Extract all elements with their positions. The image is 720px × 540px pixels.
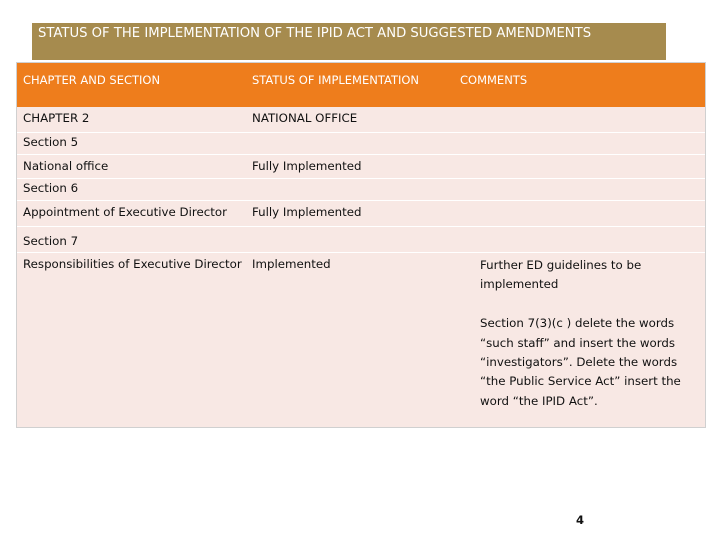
table-row (17, 179, 705, 201)
row-section: CHAPTER 2 (23, 111, 90, 125)
table-row (17, 133, 705, 155)
table-header-row (17, 63, 705, 107)
row-section: Section 7 (23, 234, 79, 248)
row-comments (480, 256, 705, 431)
row-section: Section 5 (23, 135, 79, 149)
implementation-table (16, 62, 706, 428)
table-row (17, 155, 705, 179)
table-row (17, 201, 705, 227)
row-status: Implemented (252, 257, 331, 271)
page-number: 4 (576, 513, 585, 527)
row-status: Fully Implemented (252, 159, 362, 173)
row-status: NATIONAL OFFICE (252, 111, 358, 125)
row-section: National office (23, 159, 109, 173)
header-status: STATUS OF IMPLEMENTATION (252, 73, 420, 87)
table-row (17, 227, 705, 253)
row-section: Responsibilities of Executive Director (23, 257, 242, 271)
comment-text: Section 7(3)(c ) delete the words “such staff” and insert the words “investigators”. Delete the words “the Public Service Act” insert the word “the IPID Act”. (480, 316, 681, 408)
row-section: Section 6 (23, 181, 79, 195)
row-status: Fully Implemented (252, 205, 362, 219)
row-section: Appointment of Executive Director (23, 205, 227, 219)
slide-title-text: STATUS OF THE IMPLEMENTATION OF THE IPID ACT AND SUGGESTED AMENDMENTS (38, 26, 592, 41)
header-comments: COMMENTS (460, 73, 528, 87)
comment-text: Further ED guidelines to be implemented (480, 258, 642, 292)
header-chapter-section: CHAPTER AND SECTION (23, 73, 161, 87)
table-row (17, 107, 705, 133)
slide-title (32, 23, 666, 60)
